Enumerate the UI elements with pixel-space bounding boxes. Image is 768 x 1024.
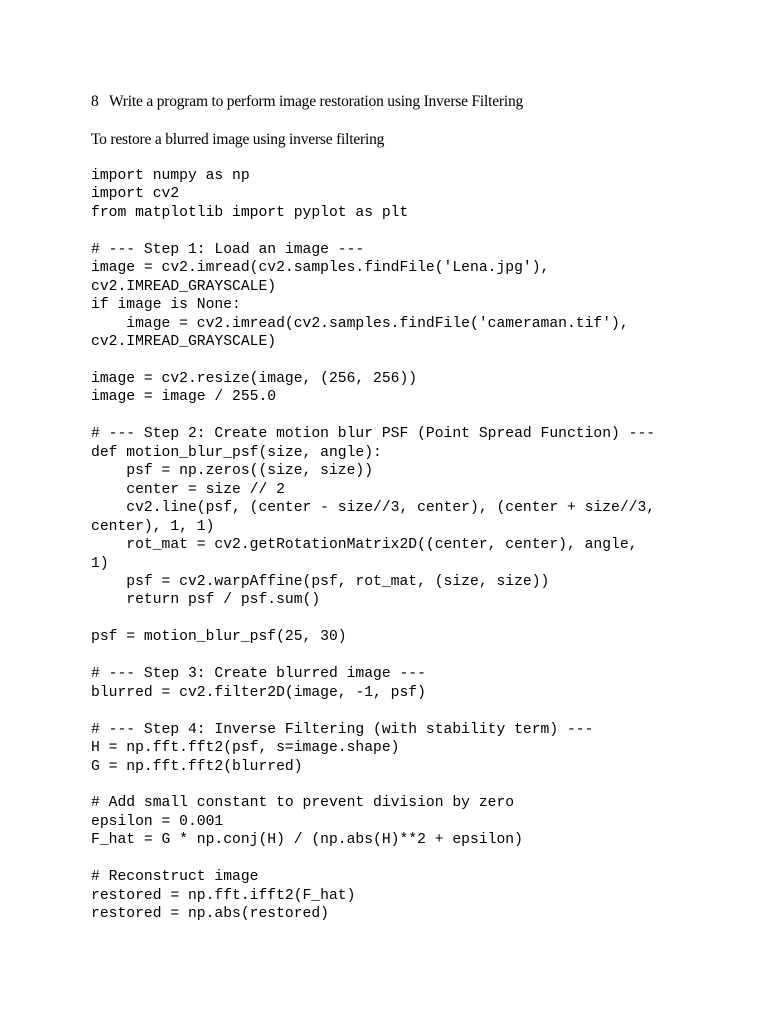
code-line: # Reconstruct image	[91, 869, 259, 886]
question-title: Write a program to perform image restoration using Inverse Filtering	[109, 93, 524, 110]
code-line: # --- Step 2: Create motion blur PSF (Point Spread Function) ---	[91, 426, 656, 443]
code-line: psf = cv2.warpAffine(psf, rot_mat, (size, size))	[91, 573, 550, 590]
code-line: def motion_blur_psf(size, angle):	[91, 444, 382, 461]
code-line: # --- Step 1: Load an image ---	[91, 241, 365, 258]
code-line: return psf / psf.sum()	[91, 592, 321, 609]
code-line: restored = np.abs(restored)	[91, 906, 329, 923]
code-line: H = np.fft.fft2(psf, s=image.shape)	[91, 740, 400, 757]
code-line: cv2.IMREAD_GRAYSCALE)	[91, 278, 277, 295]
code-line: # Add small constant to prevent division by zero	[91, 795, 515, 812]
code-line: image = cv2.resize(image, (256, 256))	[91, 370, 418, 387]
code-line: psf = np.zeros((size, size))	[91, 463, 374, 480]
code-line: if image is None:	[91, 297, 241, 314]
aim-text: To restore a blurred image using inverse filtering	[91, 131, 385, 148]
code-line: center), 1, 1)	[91, 518, 215, 535]
code-line: center = size // 2	[91, 481, 285, 498]
code-line: rot_mat = cv2.getRotationMatrix2D((center, center), angle,	[91, 537, 638, 554]
code-line: import numpy as np	[91, 168, 250, 184]
code-block	[91, 167, 655, 924]
code-line: cv2.line(psf, (center - size//3, center), (center + size//3,	[91, 500, 656, 517]
code-line: psf = motion_blur_psf(25, 30)	[91, 629, 347, 646]
code-line: import cv2	[91, 186, 180, 203]
code-line: epsilon = 0.001	[91, 813, 224, 830]
question-heading	[91, 92, 523, 112]
code-line: image = cv2.imread(cv2.samples.findFile('cameraman.tif'),	[91, 315, 629, 332]
code-line: cv2.IMREAD_GRAYSCALE)	[91, 334, 277, 351]
code-line: blurred = cv2.filter2D(image, -1, psf)	[91, 684, 426, 701]
code-line: # --- Step 3: Create blurred image ---	[91, 666, 426, 683]
code-line: from matplotlib import pyplot as plt	[91, 204, 409, 221]
code-line: restored = np.fft.ifft2(F_hat)	[91, 887, 356, 904]
question-number: 8	[91, 93, 99, 110]
code-line: # --- Step 4: Inverse Filtering (with stability term) ---	[91, 721, 594, 738]
code-line: image = image / 255.0	[91, 389, 277, 406]
code-line: 1)	[91, 555, 109, 572]
code-line: F_hat = G * np.conj(H) / (np.abs(H)**2 + epsilon)	[91, 832, 523, 849]
code-line: G = np.fft.fft2(blurred)	[91, 758, 303, 775]
code-line: image = cv2.imread(cv2.samples.findFile('Lena.jpg'),	[91, 260, 550, 277]
